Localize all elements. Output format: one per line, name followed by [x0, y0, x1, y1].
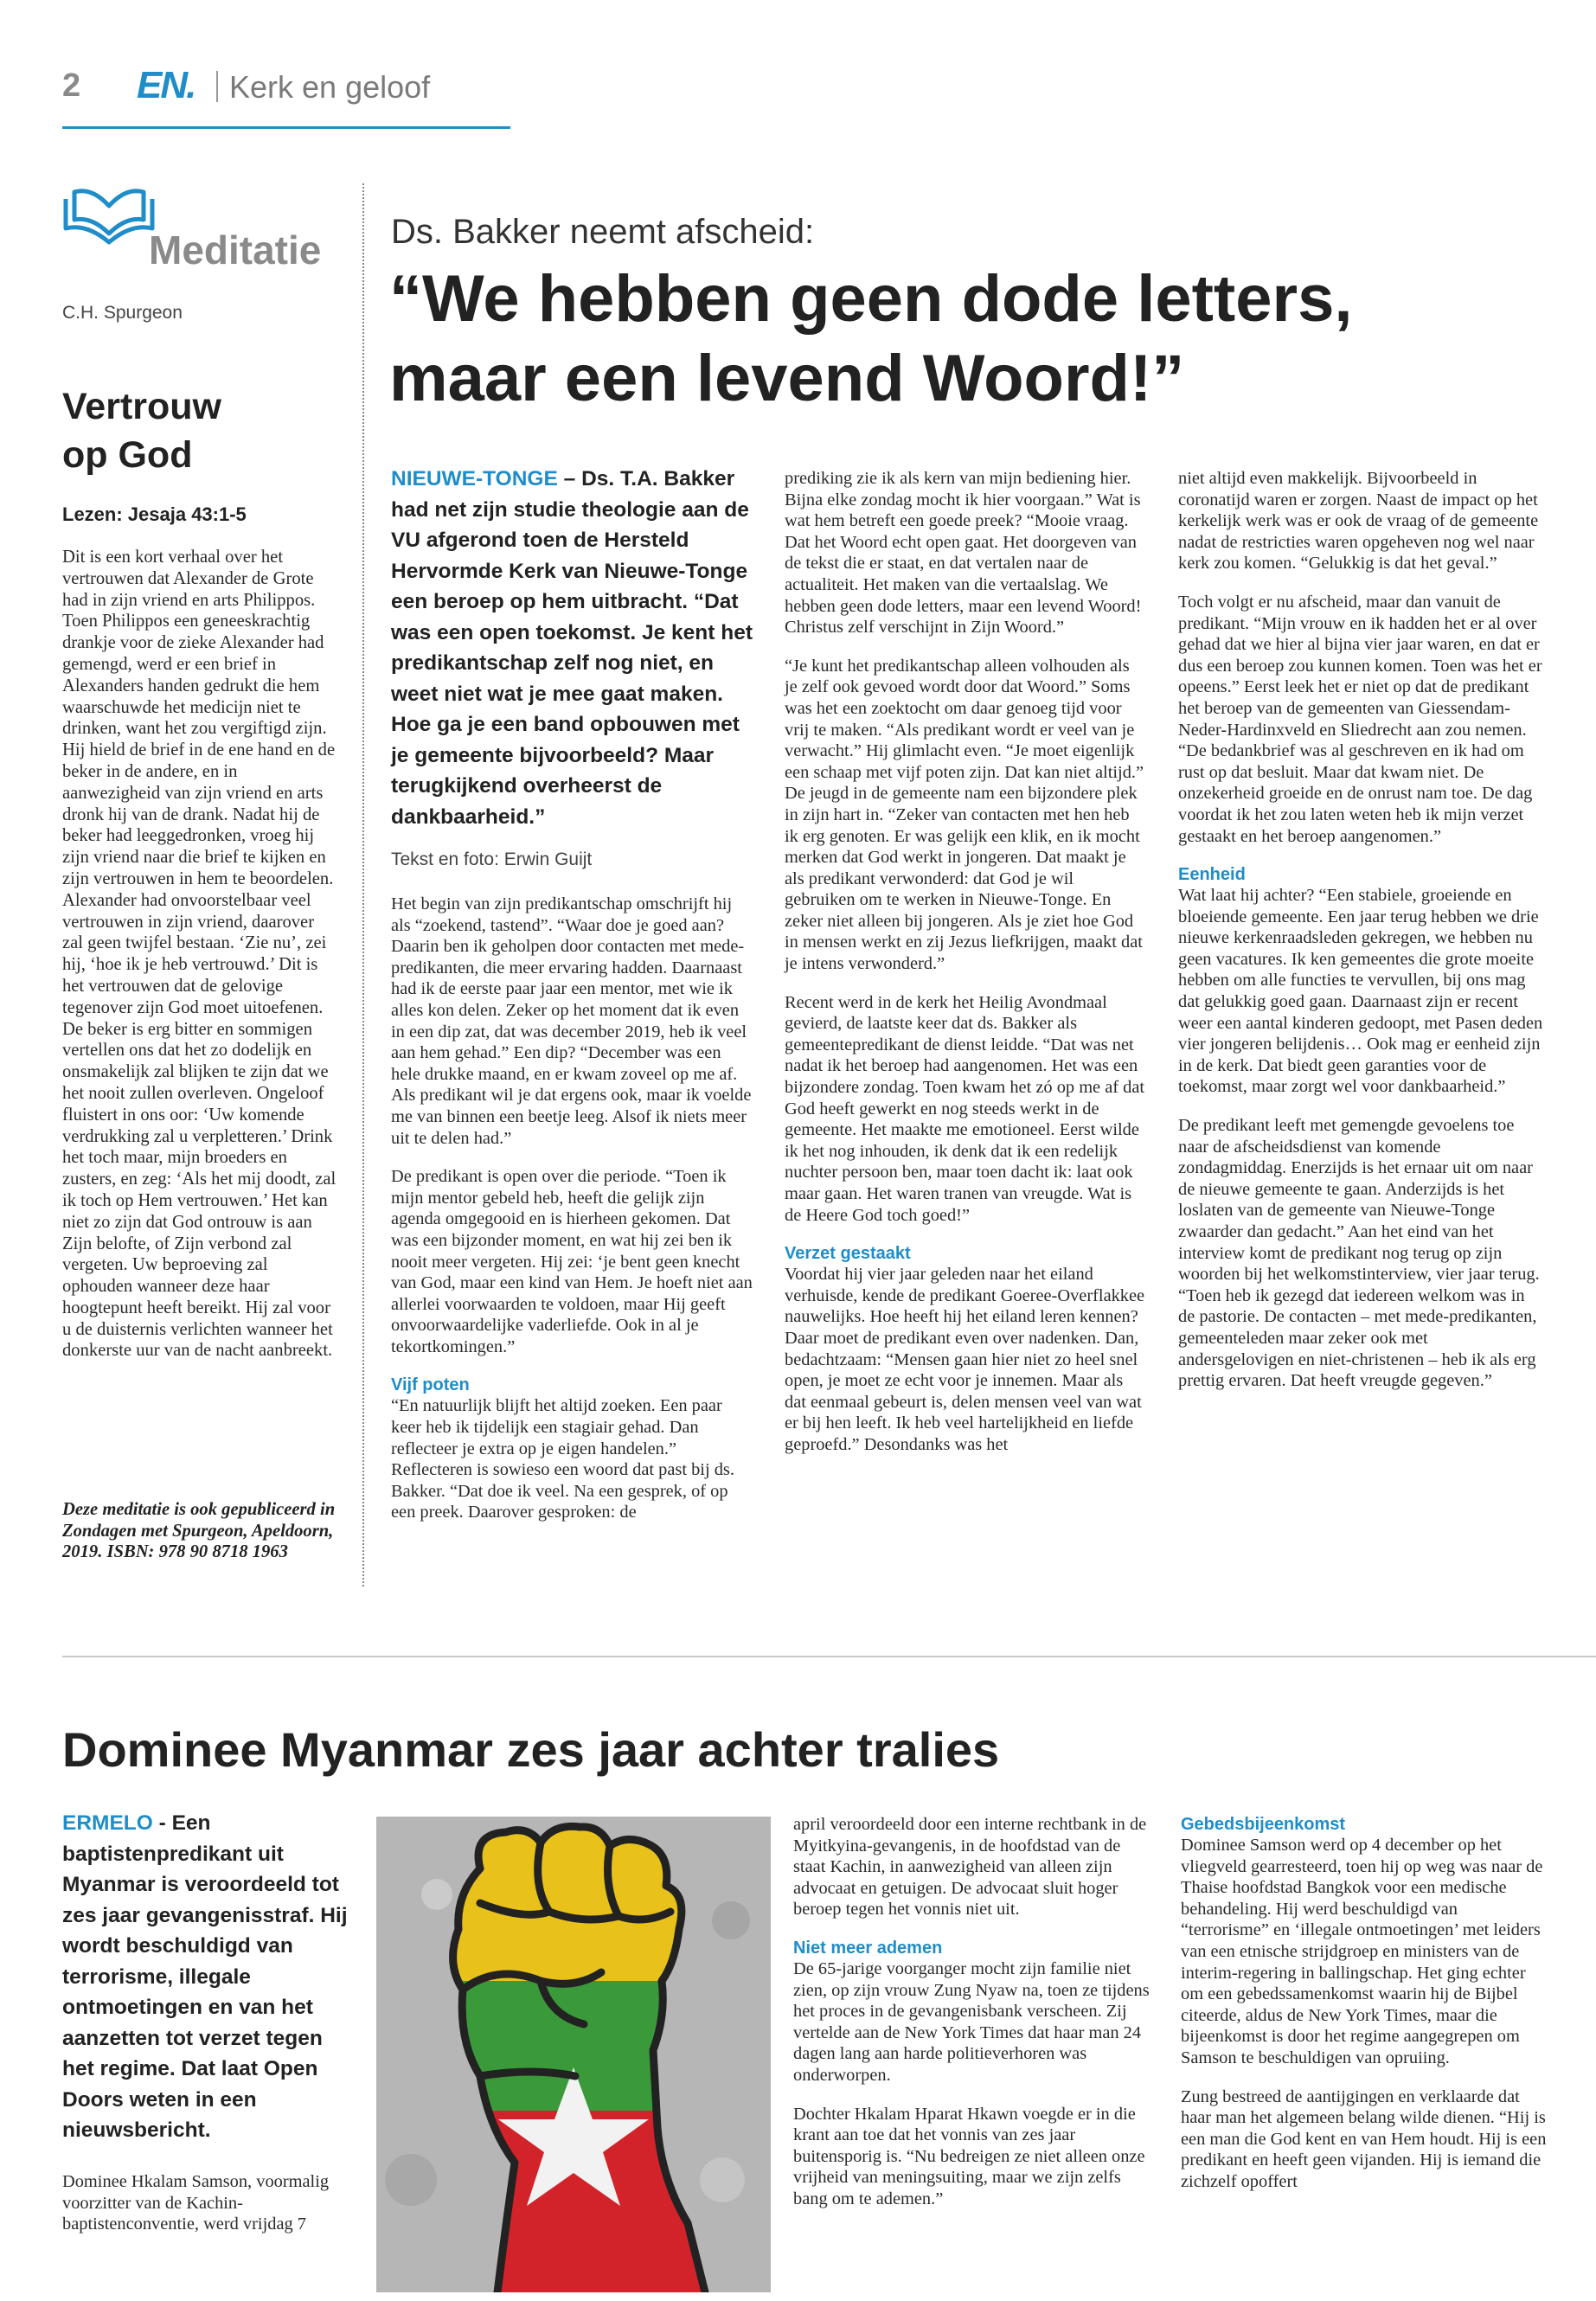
article2-headline: Dominee Myanmar zes jaar achter tralies: [62, 1722, 1000, 1777]
photo-credit: Tekst en foto: Erwin Guijt: [391, 849, 593, 869]
newspaper-logo: EN.: [137, 64, 195, 106]
subhead-gebedsbijeenkomst: Gebedsbijeenkomst: [1181, 1815, 1346, 1834]
dateline: NIEUWE-TONGE: [391, 467, 558, 490]
article-intro: NIEUWE-TONGE – Ds. T.A. Bakker had net zijn studie theologie aan de VU afgerond toen de Hersteld Hervormde Kerk van Nieuwe-Tonge een beroep op hem uitbracht. “Dat was een open toekomst. Je kent het predikantschap zelf nog niet, en weet niet wat je mee gaat maken. Hoe ga je een band opbouwen met je gemeente bijvoorbeeld? Maar terugkijkend overheerst de dankbaarheid.”: [391, 467, 753, 829]
meditation-title: Vertrouw op God: [62, 386, 221, 476]
subhead-verzet-gestaakt: Verzet gestaakt: [785, 1244, 911, 1264]
article-kicker: Ds. Bakker neemt afscheid:: [391, 213, 815, 251]
article-headline: “We hebben geen dode letters, maar een levend Woord!”: [389, 262, 1353, 415]
article1-column-3: niet altijd even makkelijk. Bijvoorbeeld in coronatijd waren er zorgen. Naast de impact op het kerkelijk werk was er ook de vraag of de gemeente nadat de restricties waren opgeheven nog wel naar kerk zou komen. “Gelukkig is dat het geval.” Toch volgt er nu afscheid, maar dan vanuit de predikant. “Mijn vrouw en ik hadden het er al over gehad dat we hier al bijna vier jaar waren, en dat er dus een beroep zou kunnen komen. Toen was het er opeens.” Eerst leek het er niet op dat de predikant het beroep van de gemeenten van Giessendam-Neder-Hardinxveld en Sliedrecht aan zou nemen. “De bedankbrief was al geschreven en ik had om rust op dat besluit. Maar dat kwam niet. De onzekerheid groeide en de onrust nam toe. De dag voordat ik het zou laten weten heb ik mijn verzet gestaakt en het beroep aangenomen.” Eenheid Wat laat hij achter? “Een stabiele, groeiende en bloeiende gemeente. Een jaar terug hebben we drie nieuwe kerkenraadsleden gekregen, we hebben nu geen vacatures. Ik ken gemeentes die grote moeite hebben om alle functies te vervullen, bij ons mag dat gelukkig goed gaan. Daarnaast zijn er recent weer een aantal kinderen gedoopt, met Pasen deden vier jongeren belijdenis… Ook mag er eenheid zijn in de kerk. Dat biedt geen garanties voor de toekomst, maar zorgt wel voor dankbaarheid.” De predikant leeft met gemengde gevoelens toe naar de afscheidsdienst van komende zondagmiddag. Enerzijds is het ernaar uit om naar de nieuwe gemeente te gaan. Anderzijds is het loslaten van de gemeente van Nieuwe-Tonge zwaarder dan gedacht.” Aan het eind van het interview komt de predikant nog terug op zijn woorden bij het welkomstinterview, vier jaar terug. “Toen heb ik gezegd dat iedereen welkom was in de pastorie. De contacten – met mede-predikanten, gemeenteleden maar zeker ook met andersgelovigen en niet-christenen – heb ik als erg prettig ervaren. Dat heeft vreugde gegeven.”: [1178, 468, 1545, 1409]
dateline: ERMELO: [62, 1811, 153, 1835]
meditation-label: Meditatie: [149, 228, 322, 272]
subhead-vijf-poten: Vijf poten: [391, 1375, 470, 1395]
open-book-heart-icon: [61, 180, 157, 251]
article2-column-2: april veroordeeld door een interne rechtbank in de Myitkyina-gevangenis, in de hoofdstad van de staat Kachin, in aanwezigheid van alleen zijn advocaat en getuigen. De advocaat sluit hoger beroep tegen het vonnis niet uit. Niet meer ademen De 65-jarige voorganger mocht zijn familie niet zien, op zijn vrouw Zung Nyaw na, toen ze tijdens het proces in de gevangenisbank verscheen. Zij vertelde aan de New York Times dat haar man 24 dagen lang aan harde politieverhoren was onderworpen. Dochter Hkalam Hparat Hkawn voegde er in die krant aan toe dat het vonnis van zes jaar buitensporig is. “Nu bedreigen ze niet alleen onze vrijheid van meningsuiting, maar we zijn zelfs bang om te ademen.”: [793, 1814, 1157, 2227]
article1-column-2: prediking zie ik als kern van mijn bediening hier. Bijna elke zondag mocht ik hier voorgaan.” Wat is wat hem betreft een goede preek? “Mooie vraag. Dat het Woord echt open gaat. Het doorgeven van de tekst die er staat, en dat vertalen naar de actualiteit. Het maken van die vertaalslag. We hebben geen dode letters, maar een levend Woord! Christus zelf verschijnt in Zijn Woord.” “Je kunt het predikantschap alleen volhouden als je zelf ook gevoed wordt door dat Woord.” Soms was het een zoektocht om daar genoeg tijd voor vrij te maken. “Als predikant wordt er veel van je verwacht.” Hij glimlacht even. “Je moet eigenlijk een schaap met vijf poten zijn. Dat kan niet altijd.” De jeugd in de gemeente nam een bijzondere plek in zijn hart in. “Zeker van contacten met hen heb ik erg genoten. Er was gelijk een klik, en ik mocht merken dat God werkt in jongeren. Dat maakt je als predikant verwonderd: dat God je wil gebruiken om te werken in Nieuwe-Tonge. En zeker niet alleen bij jongeren. Als je ziet hoe God in mensen werkt en zij Jezus liefkrijgen, maakt dat je intens verwonderd.” Recent werd in de kerk het Heilig Avondmaal gevierd, de laatste keer dat ds. Bakker als gemeentepredikant de dienst leidde. “Dat was net nadat ik het beroep had aangenomen. Het was een bijzondere zondag. Toen kwam het zó op me af dat God heeft gewerkt en nog steeds werkt in de gemeente. Het maakte me emotioneel. Eerst wilde ik het nog inhouden, ik denk dat ik een redelijk nuchter persoon ben, maar toen dacht ik: laat ook maar gaan. Het waren tranen van vreugde. Wat is de Heere God toch goed!” Verzet gestaakt Voordat hij vier jaar geleden naar het eiland verhuisde, kende de predikant Goeree-Overflakkee nauwelijks. Hoe heeft hij het eiland leren kennen? Daar moet de predikant even over nadenken. Dan, bedachtzaam: “Mensen gaan hier niet zo heel snel open, je moet ze echt voor je innemen. Maar als dat eenmaal gebeurt is, delen mensen veel van wat er bij hen leeft. Ik heb veel hartelijkheid en liefde geproefd.” Desondanks was het: [785, 469, 1145, 1454]
meditation-body: Dit is een kort verhaal over het vertrouwen dat Alexander de Grote had in zijn vriend en arts Philippos. Toen Philippos een geneeskrachtig drankje voor de zieke Alexander had gemengd, werd er een brief in Alexanders handen gedrukt die hem waarschuwde het medicijn niet te drinken, want het zou vergiftigd zijn. Hij hield de brief in de ene hand en de beker in de andere, en in aanwezigheid van zijn vriend en arts dronk hij van de drank. Nadat hij de beker had leeggedronken, vroeg hij zijn vriend naar die brief te kijken en zijn vertrouwen in hem te beoordelen. Alexander had onvoorstelbaar veel vertrouwen in zijn vriend, daarover zal geen twijfel bestaan. ‘Zie nu’, zei hij, ‘hoe ik je heb vertrouwd.’ Dit is het vertrouwen dat de gelovige tegenover zijn God moet uitoefenen. De beker is erg bitter en sommigen vertellen ons dat het zo dodelijk en onsmakelijk zal blijken te zijn dat we het nooit zullen overleven. Ongeloof fluistert in ons oor: ‘Uw komende verdrukking zal u verpletteren.’ Drink het toch maar, mijn broeders en zusters, en zeg: ‘Als het mij doodt, zal ik toch op Hem vertrouwen.’ Het kan niet zo zijn dat God ontrouw is aan Zijn belofte, of Zijn verbond zal vergeten. Uw beproeving zal ophouden wanneer deze haar hoogtepunt heeft bereikt. Hij zal voor u de duisternis verlichten wanneer het donkerste uur van de nacht aanbreekt.: [62, 548, 337, 1361]
article2-intro: ERMELO - Een baptistenpredikant uit Myanmar is veroordeeld tot zes jaar gevangenisstraf. Hij wordt beschuldigd van terrorisme, illegale ontmoetingen en van het aanzetten tot verzet tegen het regime. Dat laat Open Doors weten in een nieuwsbericht.: [62, 1811, 348, 2142]
article-separator: [62, 1656, 1596, 1657]
raised-fist-graffiti-photo: [376, 1817, 771, 2292]
article2-column-1: Dominee Hkalam Samson, voormalig voorzitter van de Kachin-baptistenconventie, werd vrijdag 7: [62, 2172, 330, 2234]
subhead-eenheid: Eenheid: [1178, 865, 1246, 885]
page-number: 2: [62, 67, 81, 104]
sidebar-divider: [362, 183, 364, 1586]
subhead-niet-meer-ademen: Niet meer ademen: [793, 1938, 943, 1958]
article2-column-3: Gebedsbijeenkomst Dominee Samson werd op 4 december op het vliegveld gearresteerd, toen hij op weg was naar de Thaise hoofdstad Bangkok voor een medische behandeling. Hij werd beschuldigd van “terrorisme” en ‘illegale ontmoetingen’ met leiders van een etnische strijdgroep en ministers van de interim-regering in ballingschap. Het ging echter om een gebedssamenkomst waarin hij de Bijbel citeerde, aldus de New York Times, maar die bijeenkomst is door het regime aangegrepen om Samson te beschuldigen van opruiing. Zung bestreed de aantijgingen en verklaarde dat haar man het algemeen belang wilde dienen. “Hij is een man die God kent en van Hem houdt. Hij is een predikant en heeft geen vijanden. Hij is iemand die zichzelf opoffert: [1181, 1815, 1547, 2191]
meditation-footnote: Deze meditatie is ook gepubliceerd in Zondagen met Spurgeon, Apeldoorn, 2019. ISBN: 978 90 8718 1963: [62, 1500, 336, 1562]
article1-column-1: Het begin van zijn predikantschap omschrijft hij als “zoekend, tastend”. “Waar doe je goed aan? Daarin ben ik geholpen door contacten met mede-predikanten, die meer ervaring hadden. Daarnaast had ik de eerste paar jaar een mentor, met wie ik alles kon delen. Zeker op het moment dat ik even in een dip zat, dat was december 2019, heb ik veel aan hem gehad.” Een dip? “December was een hele drukke maand, en er kwam zoveel op me af. Als predikant wil je dat ergens ook, maar ik voelde me van binnen een beetje leeg. Alsof ik niets meer uit te delen had.” De predikant is open over die periode. “Toen ik mijn mentor gebeld heb, heeft die gelijk zijn agenda omgegooid en is hierheen gekomen. Dat was een bijzonder moment, en wat hij zei ben ik nooit meer vergeten. Hij zei: ‘je bent geen knecht van God, maar een kind van Hem. Je hoeft niet aan allerlei voorwaarden te voldoen, maar Hij geeft onvoorwaardelijke vaderliefde. Ook in al je tekortkomingen.” Vijf poten “En natuurlijk blijft het altijd zoeken. Een paar keer heb ik tijdelijk een stagiair gehad. Dan reflecteer je extra op je eigen handelen.” Reflecteren is sowieso een woord dat past bij ds. Bakker. “Dat doe ik veel. Na een gesprek, of op een preek. Daarover gesproken: de: [391, 894, 754, 1541]
section-title: Kerk en geloof: [229, 69, 431, 105]
header-rule: [62, 126, 510, 129]
header-divider: [216, 71, 218, 102]
meditation-reading: Lezen: Jesaja 43:1-5: [62, 503, 247, 525]
meditation-author: C.H. Spurgeon: [62, 303, 183, 323]
